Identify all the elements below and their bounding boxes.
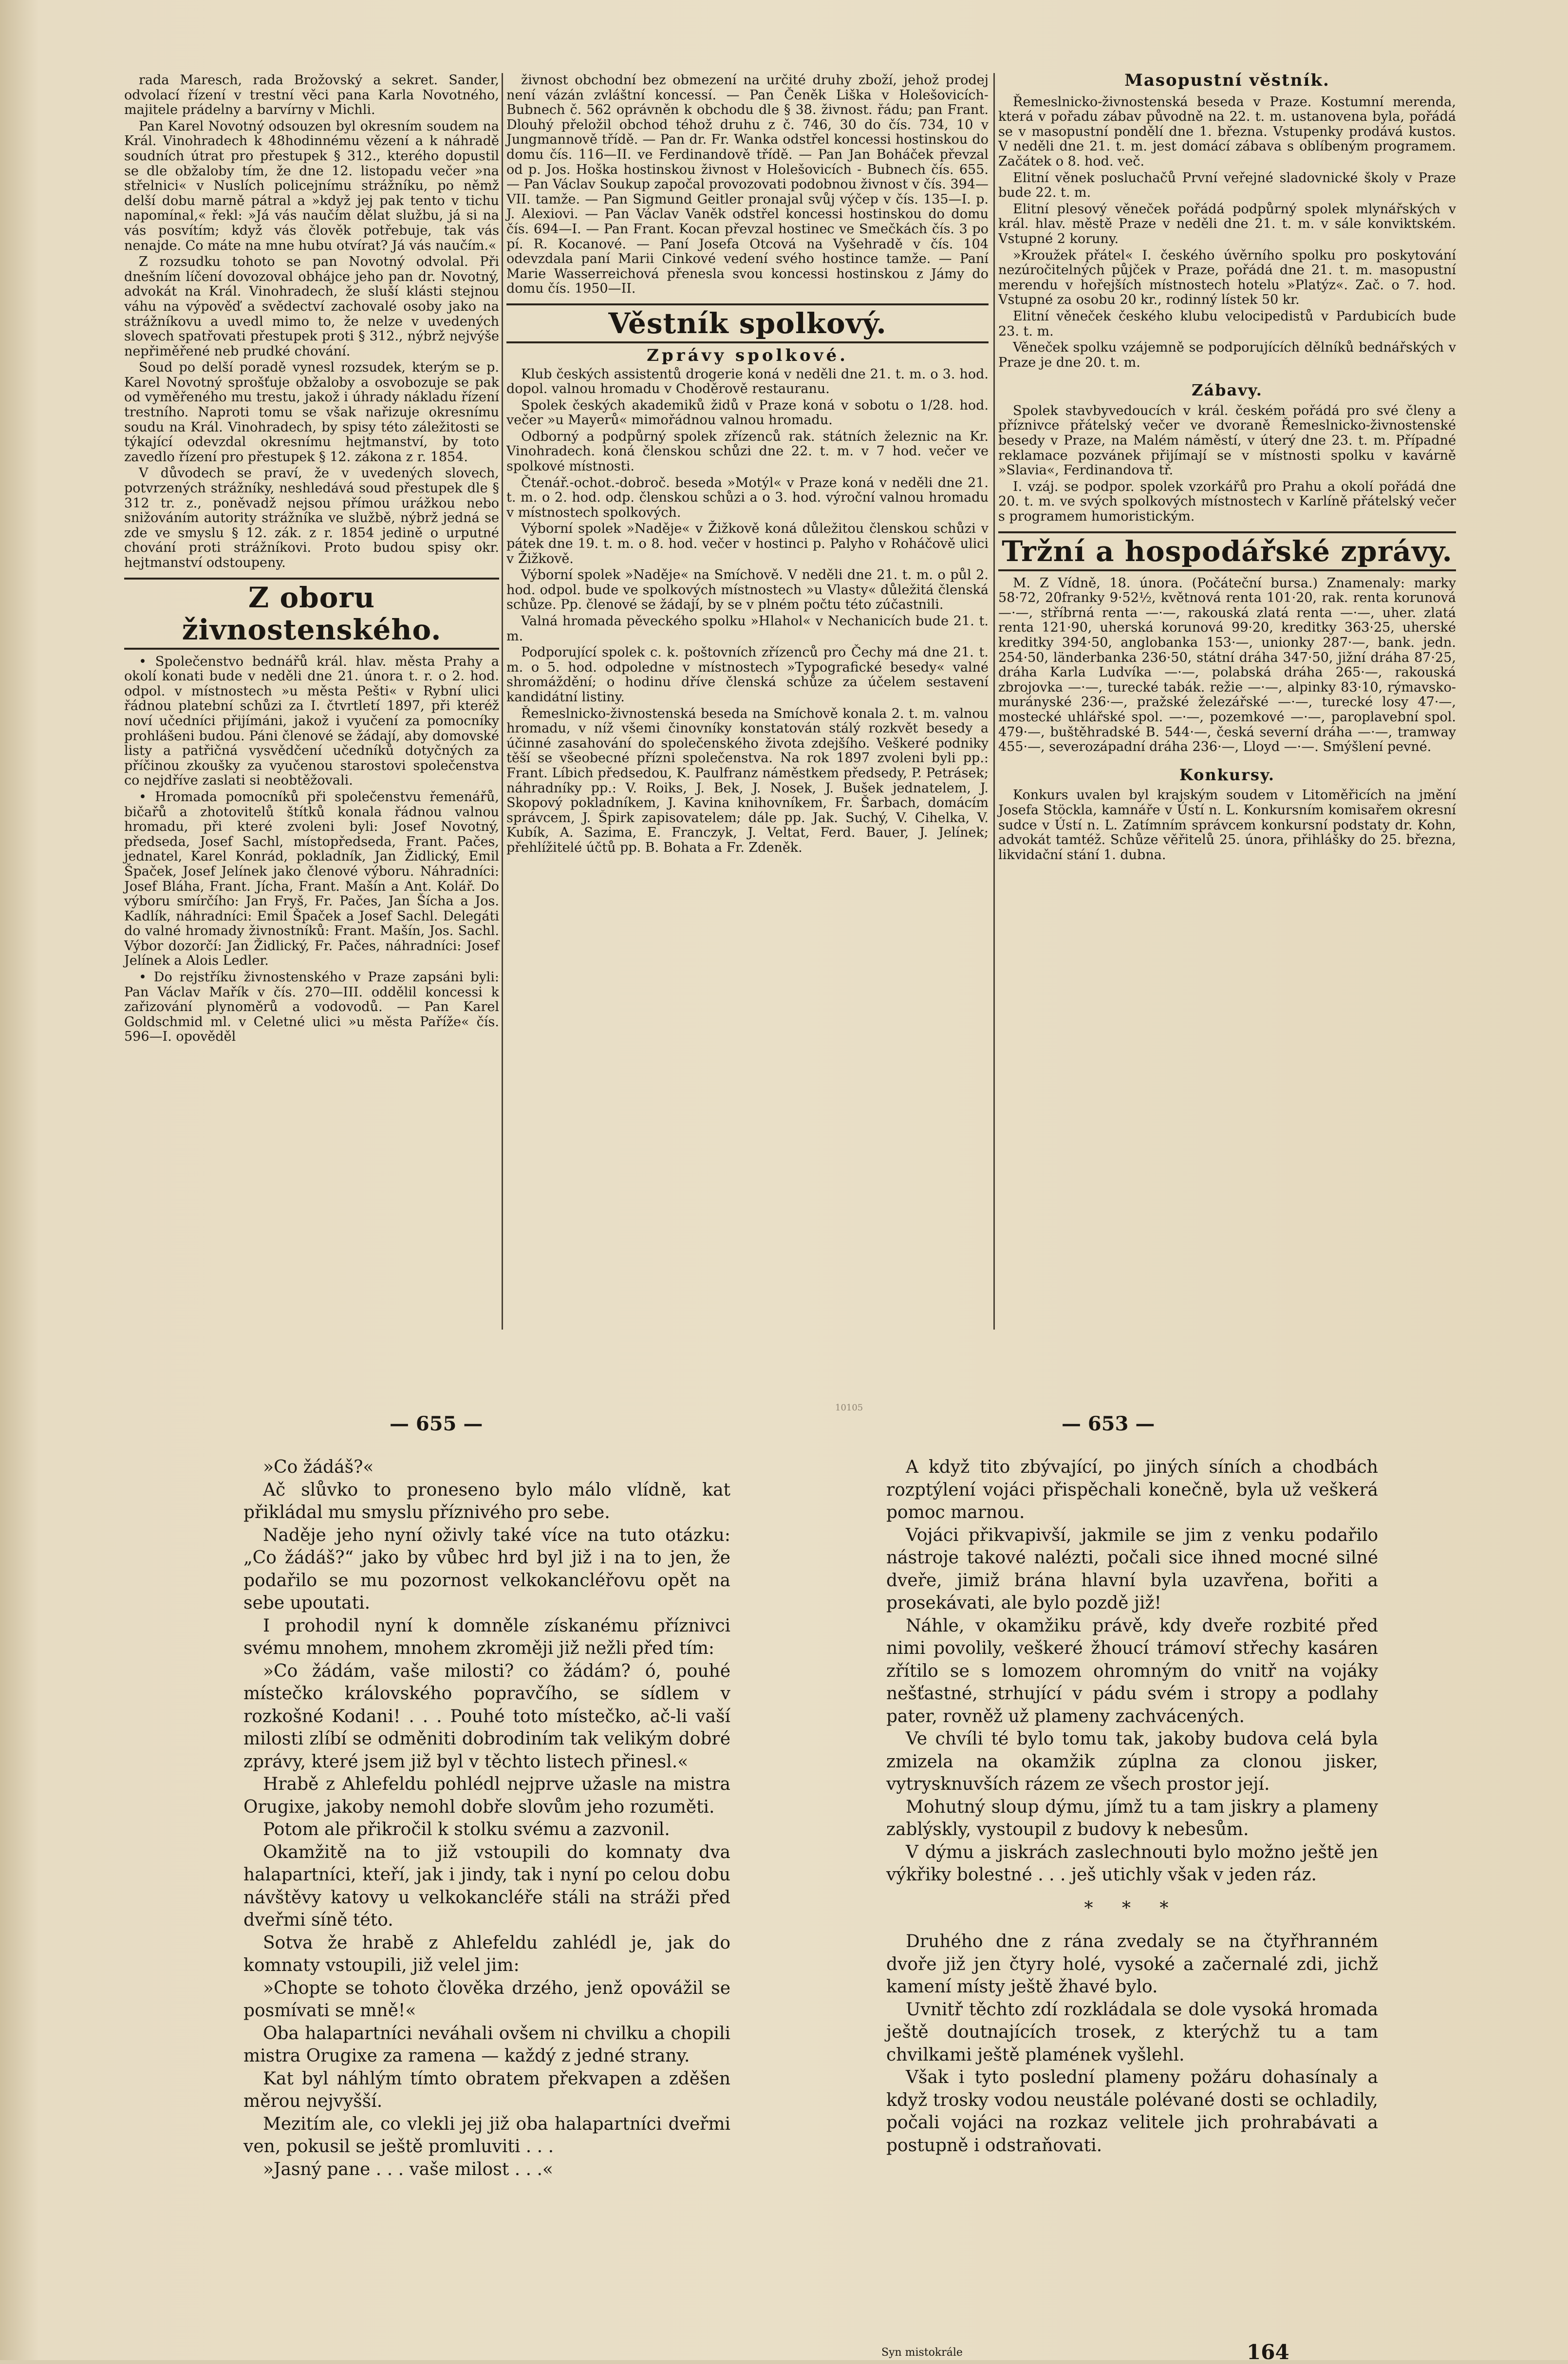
section-title-trzni: Tržní a hospodářské zprávy. — [998, 531, 1456, 571]
paragraph: Ve chvíli té bylo tomu tak, jakoby budova celá byla zmizela na okamžik zúplna za clonou jisker, vytrysknuvších rázem ze všech prostor její. — [886, 1729, 1378, 1794]
paragraph: Hrabě z Ahlefeldu pohlédl nejprve užasle na mistra Orugixe, jakoby nemohl dobře slovům jeho rozuměti. — [243, 1774, 730, 1817]
paragraph: Mezitím ale, co vlekli jej již oba halapartníci dveřmi ven, pokusil se ještě promluviti . . . — [243, 2114, 730, 2157]
paragraph: Konkurs uvalen byl krajským soudem v Litoměřicích na jmění Josefa Stöckla, kamnáře v Ústí n. L. Konkursním komisařem okresní sudce v Ústí n. L. Zatímním správcem konkursní podstaty dr. Kohn, advokát tamtéž. Schůze věřitelů 25. února, přihlášky do 25. března, likvidační stání 1. dubna. — [998, 788, 1456, 863]
paragraph: Věneček spolku vzájemně se podporujících dělníků bednářských v Praze je dne 20. t. m. — [998, 340, 1456, 370]
paragraph: A když tito zbývající, po jiných síních a chodbách rozptýlení vojáci přispěchali konečně, byla už veškerá pomoc marnou. — [886, 1457, 1378, 1522]
column-2 — [506, 73, 989, 857]
subsection-title: Zprávy spolkové. — [647, 345, 848, 365]
paragraph: Z rozsudku tohoto se pan Novotný odvolal. Při dnešním líčení dovozoval obhájce jeho pan dr. Novotný, advokát na Král. Vinohradech, že sluší klásti stejnou váhu na výpověď a svědectví zachovalé osoby jako na strážníkovu a uvedl mimo to, že nelze v uvedených slovech spatřovati přestupek proti § 312., nýbrž nejvýše nepřiměřené neb prudké chování. — [124, 254, 499, 359]
paragraph: »Chopte se tohoto člověka drzého, jenž opovážil se posmívati se mně!« — [243, 1978, 730, 2021]
paragraph: Klub českých assistentů drogerie koná v neděli dne 21. t. m. o 3. hod. dopol. valnou hromadu v Choděrově restauranu. — [506, 366, 989, 397]
stamp-mark: 10105 — [835, 1403, 863, 1413]
paragraph: • Do rejstříku živnostenského v Praze zapsáni byli: Pan Václav Mařík v čís. 270—III. oddělil koncessi k zařizování plynoměrů a vodovodů. — Pan Karel Goldschmid ml. v Celetné ulici »u města Paříže« čís. 596—I. opověděl — [124, 970, 499, 1045]
paragraph: Valná hromada pěveckého spolku »Hlahol« v Nechanicích bude 21. t. m. — [506, 614, 989, 644]
paragraph: »Kroužek přátel« I. českého úvěrního spolku pro poskytování nezúročitelných půjček v Praze, pořádá dne 21. t. m. masopustní merendu v hořejších místnostech hotelu »Platýz«. Zač. o 7. hod. Vstupné za osobu 20 kr., rodinný lístek 50 kr. — [998, 247, 1456, 308]
paragraph: Spolek českých akademiků židů v Praze koná v sobotu o 1/28. hod. večer »u Mayerů« mimořádnou valnou hromadu. — [506, 397, 989, 428]
paragraph: »Co žádáš?« — [263, 1457, 374, 1477]
paragraph: Naděje jeho nyní oživly také více na tuto otázku: „Co žádáš?“ jako by vůbec hrd byl již i na to jen, že podařilo se mu pozornost velkokancléřovu opět na sebe upoutati. — [243, 1525, 730, 1613]
section-title-zabavy: Zábavy. — [1192, 381, 1263, 400]
paragraph: • Společenstvo bednářů král. hlav. města Prahy a okolí konati bude v neděli dne 21. února t. r. o 2. hod. odpol. v místnostech »u města Pešti« v Rybní ulici řádnou platební schůzi za I. čtvrtletí 1897, při kteréž noví učedníci přijímáni, jakož i vyučení za pomocníky prohlášeni budou. Páni členové se žádají, aby domovské listy a patřičná vysvědčení učedníků dotyčných za příčinou zkoušky za vyučenou starostovi společenstva co nejdříve zaslati si neobtěžovali. — [124, 654, 499, 788]
paragraph: Pan Karel Novotný odsouzen byl okresním soudem na Král. Vinohradech k 48hodinnému vězení a k náhradě soudních útrat pro přestupek § 312., kterého dopustil se dle obžaloby tím, že dne 12. listopadu večer »na střelnici« v Nuslích policejnímu strážníku, po němž delší dobu marně pátral a »když jej pak tento v tichu napomínal,« řekl: »Já vás naučím dělat službu, já si na vás posvítím; když vás člověk potřebuje, tak vás nenajde. Co máte na mne hubu otvírat? Já vás naučím.« — [124, 118, 499, 253]
paragraph: Uvnitř těchto zdí rozkládala se dole vysoká hromada ještě doutnajících trosek, z kterýchž tu a tam chvilkami ještě plamének vyšlehl. — [886, 1999, 1378, 2065]
column-rule — [502, 73, 503, 1330]
section-title-masopustni: Masopustní věstník. — [1124, 71, 1330, 90]
paragraph: Výborní spolek »Naděje« na Smíchově. V neděli dne 21. t. m. o půl 2. hod. odpol. bude ve spolkových místnostech »u Vlasty« důležitá členská schůze. Pp. členové se žádají, by se v plném počtu této zúčastnili. — [506, 567, 989, 613]
paragraph: Ač slůvko to proneseno bylo málo vlídně, kat přikládal mu smyslu příznivého pro sebe. — [243, 1480, 730, 1522]
paragraph: Vojáci přikvapivší, jakmile se jim z venku podařilo nástroje takové nalézti, počali sice ihned mocné silné dveře, jimiž brána hlavní byla uzavřena, bořiti a prosekávati, ale bylo pozdě již! — [886, 1525, 1378, 1613]
paragraph: Mohutný sloup dýmu, jímž tu a tam jiskry a plameny zablýskly, vystoupil z budovy k nebesům. — [886, 1797, 1378, 1839]
paragraph: Však i tyto poslední plameny požáru dohasínaly a když trosky vodou neustále polévané dosti se ochladily, počali vojáci na rozkaz velitele jich prohrabávati a postupně i odstraňovati. — [886, 2067, 1378, 2156]
section-title-konkursy: Konkursy. — [1179, 765, 1275, 784]
novel-column-left — [243, 1456, 730, 2181]
section-title-zivnostensky: Z oboru živnostenského. — [124, 578, 499, 650]
paragraph: Čtenář.-ochot.-dobroč. beseda »Motýl« v Praze koná v neděli dne 21. t. m. o 2. hod. odp. členskou schůzi a o 3. hod. výroční valnou hromadu v místnostech spolkových. — [506, 475, 989, 520]
paragraph: Spolek stavbyvedoucích v král. českém pořádá pro své členy a příznivce přátelský večer ve dvoraně Řemeslnicko-živnostenské besedy v Praze, na Malém náměstí, v úterý dne 23. t. m. Případné reklamace pozvánek přijímají se v místnosti spolku v kavárně »Slavia«, Ferdinandova tř. — [998, 403, 1456, 478]
section-separator: * * * — [1084, 1898, 1180, 1918]
column-1 — [124, 73, 499, 1046]
paragraph: I prohodil nyní k domněle získanému příznivci svému mnohem, mnohem zkroměji již nežli před tím: — [243, 1615, 730, 1658]
paragraph: Oba halapartníci neváhali ovšem ni chvilku a chopili mistra Orugixe za ramena — každý z jedné strany. — [243, 2023, 730, 2066]
paragraph: I. vzáj. se podpor. spolek vzorkářů pro Prahu a okolí pořádá dne 20. t. m. ve svých spolkových místnostech v Karlíně přátelský večer s programem humoristickým. — [998, 479, 1456, 525]
paragraph: V dýmu a jiskrách zaslechnouti bylo možno ještě jen výkřiky bolestné . . . ješ utichly však v jeden ráz. — [886, 1842, 1378, 1885]
paragraph: Elitní plesový věneček pořádá podpůrný spolek mlynářských v král. hlav. městě Praze v neděli dne 21. t. m. v sále konviktském. Vstupné 2 koruny. — [998, 201, 1456, 246]
paragraph: Řemeslnicko-živnostenská beseda v Praze. Kostumní merenda, která v pořadu zábav původně na 22. t. m. ustanovena byla, pořádá se v masopustní pondělí dne 1. března. Vstupenky prodává kustos. V neděli dne 21. t. m. jest domácí zábava s oblíbeným programem. Začátek o 8. hod. več. — [998, 94, 1456, 169]
paragraph: Elitní věnek posluchačů První veřejné sladovnické školy v Praze bude 22. t. m. — [998, 170, 1456, 201]
paragraph: • Hromada pomocníků při společenstvu řemenářů, bičařů a zhotovitelů štítků konala řádnou valnou hromadu, při které zvoleni byli: Josef Novotný, předseda, Josef Sachl, místopředseda, Frant. Pačes, jednatel, Karel Konrád, pokladník, Jan Židlický, Emil Špaček, Josef Jelínek jako členové výboru. Náhradníci: Josef Bláha, Frant. Jícha, Frant. Mašín a Ant. Kolář. Do výboru smírčího: Jan Fryš, Fr. Pačes, Jan Šícha a Jos. Kadlík, náhradníci: Emil Špaček a Josef Sachl. Delegáti do valné hromady živnostníků: Frant. Mašín, Jos. Sachl. Výbor dozorčí: Jan Židlický, Fr. Pačes, náhradníci: Josef Jelínek a Alois Ledler. — [124, 789, 499, 969]
paragraph: živnost obchodní bez obmezení na určité druhy zboží, jehož prodej není vázán zvláštní koncessí. — Pan Čeněk Liška v Holešovicích-Bubnech č. 562 oprávněn k obchodu dle § 38. živnost. řádu; pan Frant. Dlouhý přeložil obchod téhož druhu z č. 746, 30 do čís. 734, 10 v Jungmannově třídě. — Pan dr. Fr. Wanka odstřel koncessi hostinskou do domu čís. 116—II. ve Ferdinandově třídě. — Pan Jan Boháček převzal od p. Jos. Hoška hostinskou živnost v Holešovicích - Bubnech čís. 655. — Pan Václav Soukup započal provozovati podobnou živnost v čís. 394—VII. tamže. — Pan Sigmund Geitler pronajal svůj výčep v čís. 135—I. p. J. Alexiovi. — Pan Václav Vaněk odstřel koncessi hostinskou do domu čís. 694—I. — Pan Frant. Kocan převzal hostinec ve Smečkách čís. 3 po pí. R. Kocanové. — Paní Josefa Otcová na Vyšehradě v čís. 104 odevzdala paní Marii Cinkové vedení svého hostince tamže. — Paní Marie Wasserreichová přenesla svou koncessi hostinskou z Jámy do domu čís. 1950—II. — [506, 73, 989, 297]
paragraph: Soud po delší poradě vynesl rozsudek, kterým se p. Karel Novotný sprošťuje obžaloby a osvobozuje se pak od vyměřeného mu trestu, jakož i úhrady nákladu řízení trestního. Naproti tomu se však nařizuje okresnímu soudu na Král. Vinohradech, by spisy této záležitosti se týkající odevzdal okresnímu hejtmanství, by toto zavedlo řízení pro přestupek § 12. zákona z r. 1854. — [124, 360, 499, 465]
paragraph: rada Maresch, rada Brožovský a sekret. Sander, odvolací řízení v trestní věci pana Karla Novotného, majitele prádelny a barvírny v Michli. — [124, 73, 499, 118]
paragraph: »Jasný pane . . . vaše milost . . .« — [263, 2159, 553, 2179]
novel-column-right — [886, 1456, 1378, 2157]
paragraph: Výborní spolek »Naděje« v Žižkově koná důležitou členskou schůzi v pátek dne 19. t. m. o 8. hod. večer v hostinci p. Palyho v Roháčově ulici v Žižkově. — [506, 521, 989, 566]
paragraph: Druhého dne z rána zvedaly se na čtyřhranném dvoře již jen čtyry holé, vysoké a začernalé zdi, jichž kamení místy ještě žhavé bylo. — [886, 1932, 1378, 1997]
page-number-left: — 655 — — [390, 1412, 483, 1435]
paragraph: V důvodech se praví, že v uvedených slovech, potvrzených strážníky, neshledává soud přestupek dle § 312 tr. z., poněvadž nejsou přímou urážkou nebo snižováním autority strážníka ve službě, nýbrž jedná se zde ve smyslu § 12. zák. z r. 1854 jedině o urputné chování proti strážníkovi. Proto budou spisy okr. hejtmanství odstoupeny. — [124, 466, 499, 570]
paragraph: Odborný a podpůrný spolek zřízenců rak. státních železnic na Kr. Vinohradech. koná členskou schůzi dne 22. t. m. v 7 hod. večer ve spolkové místnosti. — [506, 429, 989, 474]
column-rule — [993, 73, 995, 1330]
page-number-right: — 653 — — [1062, 1412, 1155, 1435]
paragraph: Náhle, v okamžiku právě, kdy dveře rozbité před nimi povolily, veškeré žhoucí trámoví střechy kasáren zřítilo se s lomozem ohromným do vnitř na vojáky nešťastné, strhující v pádu svém i stropy a podlahy pater, rovněž už plameny zachvácených. — [886, 1615, 1378, 1726]
paragraph: Sotva že hrabě z Ahlefeldu zahlédl je, jak do komnaty vstoupili, již velel jim: — [243, 1932, 730, 1975]
paragraph: Elitní věneček českého klubu velocipedistů v Pardubicích bude 23. t. m. — [998, 308, 1456, 339]
paragraph: Kat byl náhlým tímto obratem překvapen a zděšen měrou nejvyšší. — [243, 2068, 730, 2111]
paragraph: Řemeslnicko-živnostenská beseda na Smíchově konala 2. t. m. valnou hromadu, v níž všemi činovníky konstatován stálý rozkvět besedy a účinné zasahování do společenského života zdejšího. Veškeré podniky těší se všeobecné přízni společenstva. Na rok 1897 zvoleni byli pp.: Frant. Líbich předsedou, K. Paulfranz náměstkem předsedy, P. Petrásek; náhradníky pp.: V. Roiks, J. Bek, J. Nosek, J. Bušek jednatelem, J. Skopový pokladníkem, J. Kavina knihovníkem, Fr. Šarbach, domácím správcem, J. Špirk zapisovatelem; dále pp. Jak. Suchý, V. Cihelka, V. Kubík, A. Sazima, E. Franczyk, J. Veltat, Ferd. Bauer, J. Jelínek; přehlížitelé účtů pp. B. Bohata a Fr. Zdeněk. — [506, 706, 989, 855]
paragraph: Okamžitě na to již vstoupili do komnaty dva halapartníci, kteří, jak i jindy, tak i nyní po celou dobu návštěvy katovy u velkokancléře stáli na stráži před dveřmi síně této. — [243, 1842, 730, 1930]
paragraph: Potom ale přikročil k stolku svému a zazvonil. — [263, 1820, 670, 1839]
paragraph: M. Z Vídně, 18. února. (Počáteční bursa.) Znamenaly: marky 58·72, 20franky 9·52½, květnová renta 101·20, rak. renta korunová —·—, stříbrná renta —·—, rakouská zlatá renta —·—, uher. zlatá renta 121·90, uherská korunová 99·20, kreditky 363·25, uherské kreditky 394·50, anglobanka 153·—, unionky 287·—, bank. jedn. 254·50, länderbanka 236·50, státní dráha 347·50, jižní dráha 87·25, dráha Karla Ludvíka —·—, polabská dráha 265·—, rakouská zbrojovka —·—, turecké tabák. režie —·—, alpinky 83·10, rýmavsko-murányské 236·—, pražské železářské —·—, turecké losy 47·—, mostecké uhlářské spol. —·—, pozemkové —·—, paroplavební spol. 479·—, buštěhradské B. 544·—, česká severní dráha —·—, tramway 455·—, severozápadní dráha 236·—, Lloyd —·—. Smýšlení pevné. — [998, 575, 1456, 755]
section-title-vestnik-spolkovy: Věstník spolkový. — [506, 303, 989, 343]
paragraph: »Co žádám, vaše milosti? co žádám? ó, pouhé místečko královského popravčího, se sídlem v rozkošné Kodani! . . . Pouhé toto místečko, ač-li vaší milosti zlíbí se odměniti dobrodiním tak velikým dobré zprávy, které jsem již byl v těchto listech přinesl.« — [243, 1661, 730, 1772]
printer-mark: Syn mistokrále — [881, 2346, 963, 2359]
folio-number: 164 — [1247, 2340, 1289, 2364]
paragraph: Podporující spolek c. k. poštovních zřízenců pro Čechy má dne 21. t. m. o 5. hod. odpoledne v místnostech »Typografické besedy« valné shromáždění; o hodinu dříve členská schůze za účelem sestavení kandidátní listiny. — [506, 645, 989, 705]
column-3 — [998, 73, 1456, 864]
